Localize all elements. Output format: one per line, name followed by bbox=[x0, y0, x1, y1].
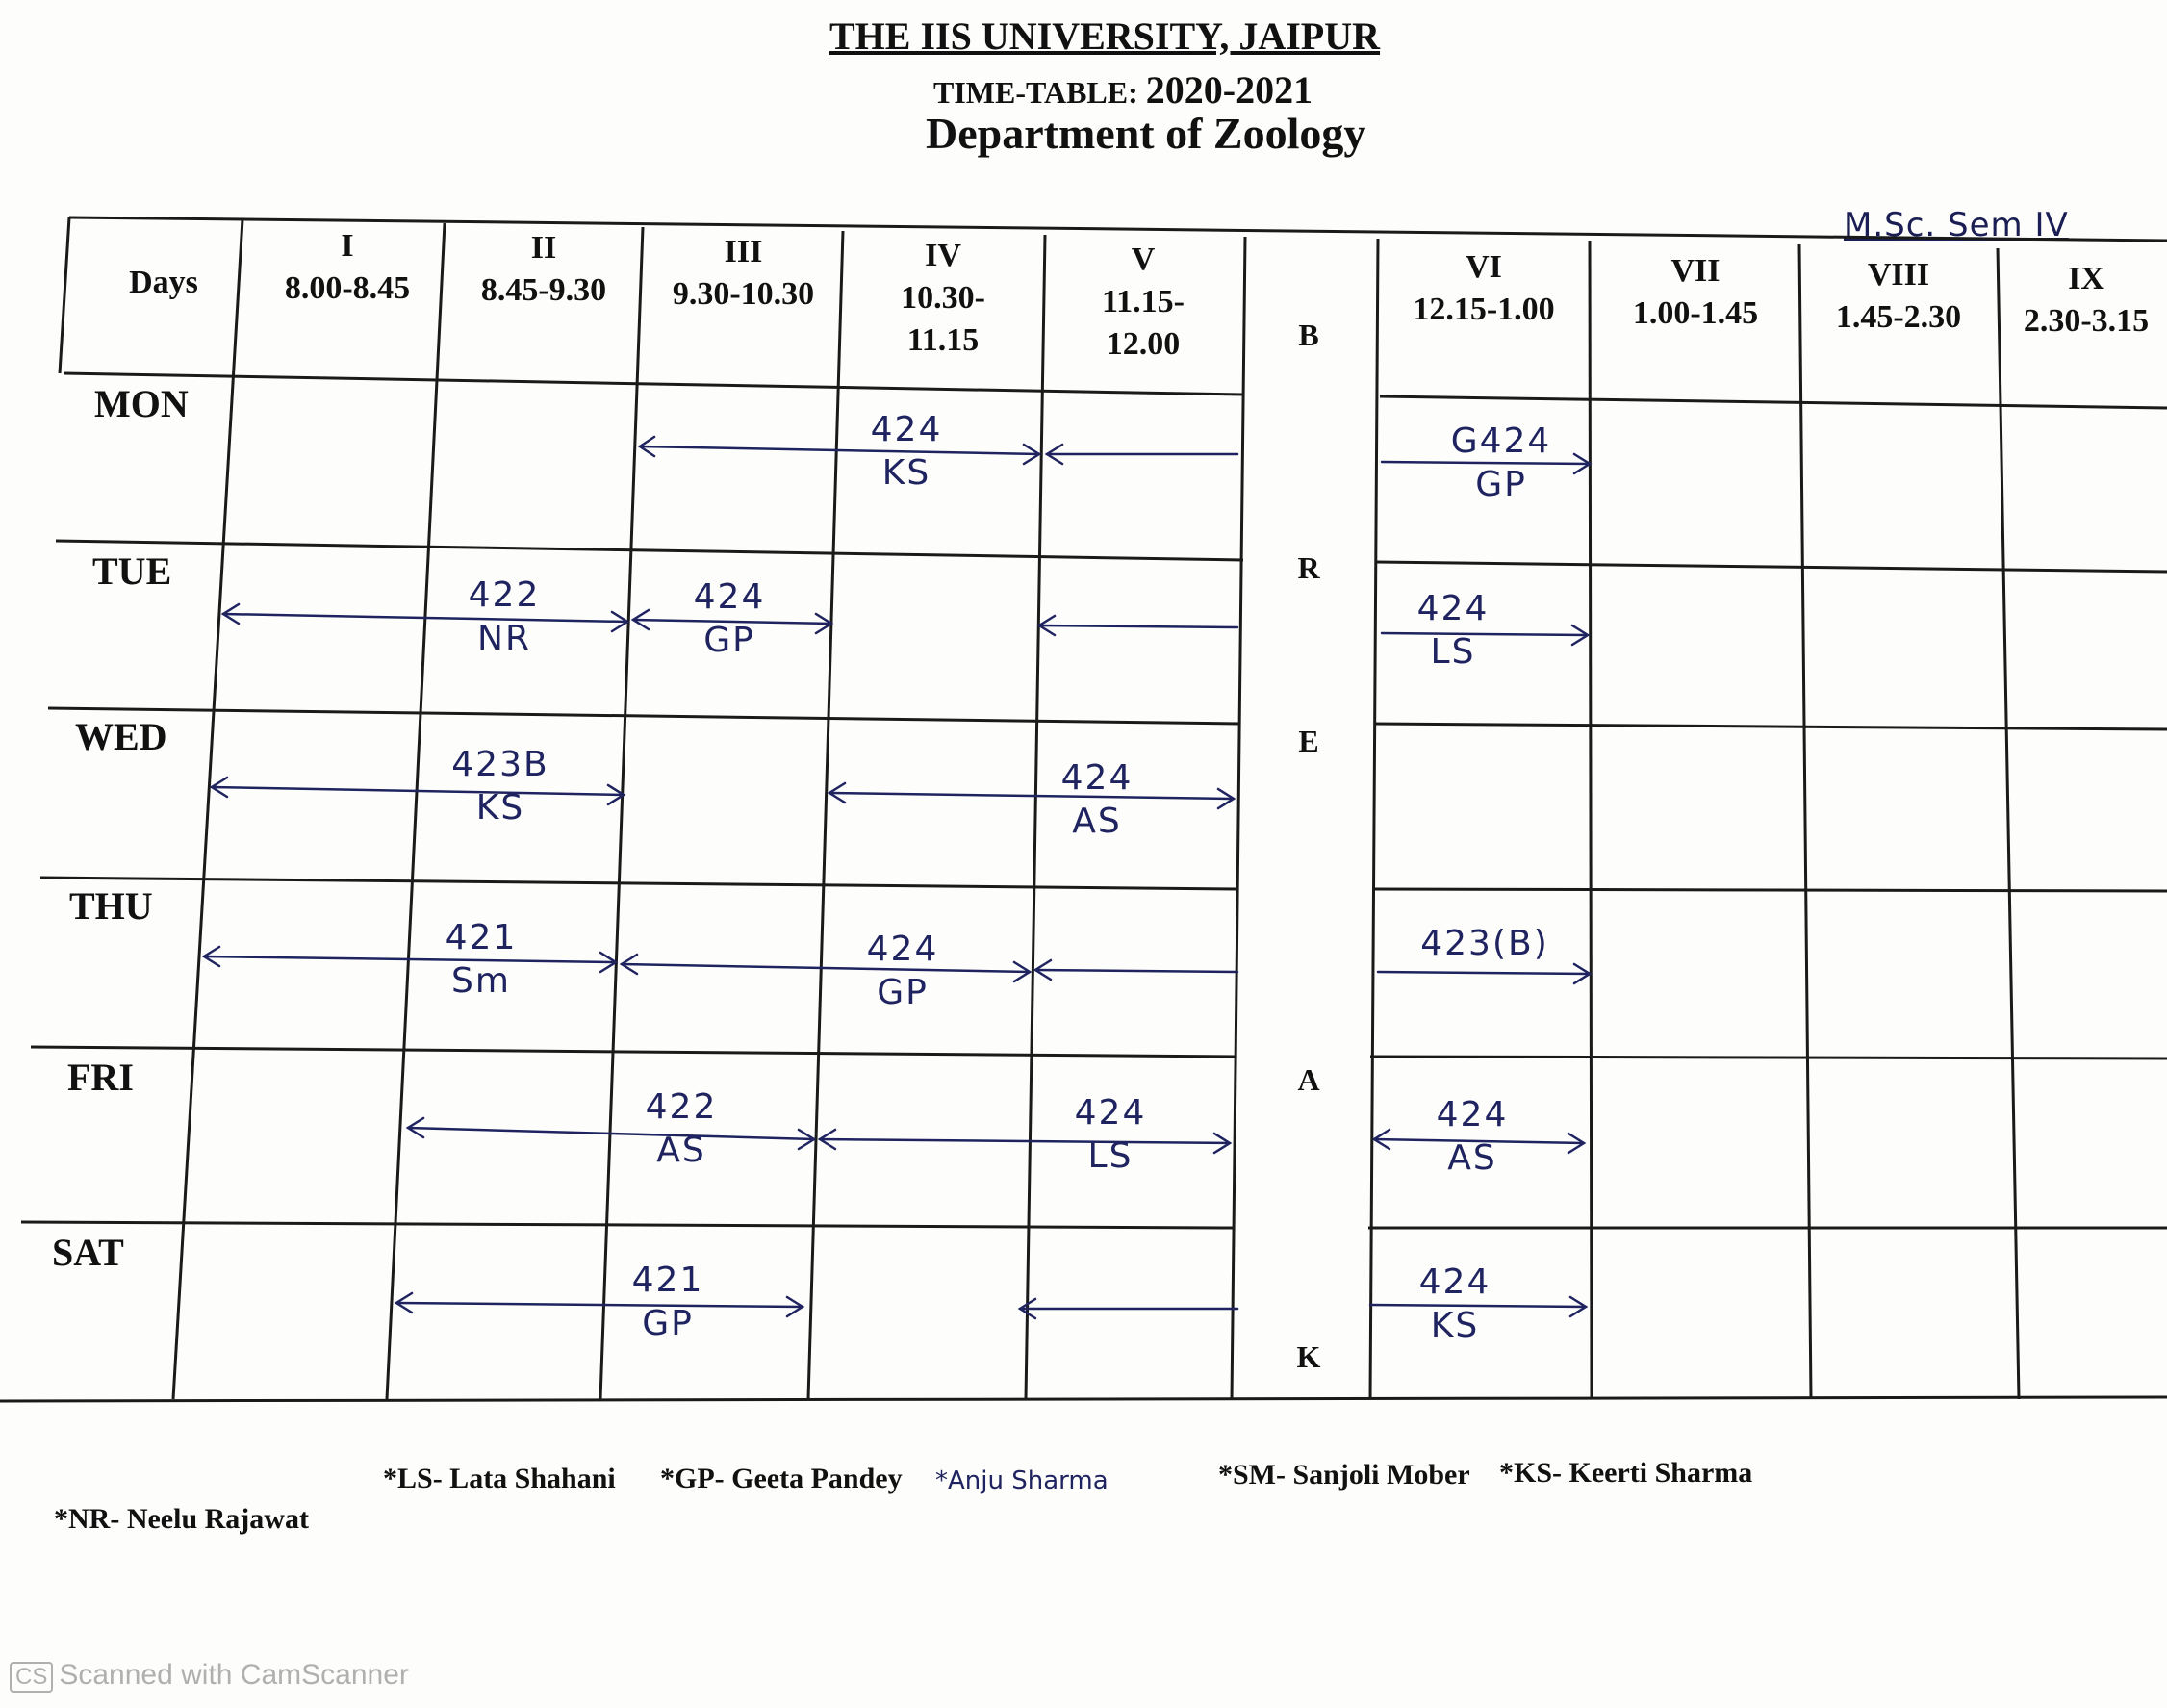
semester-note: M.Sc. Sem IV bbox=[1844, 206, 2069, 244]
period-number: VII bbox=[1670, 253, 1721, 289]
period-7-header bbox=[1593, 250, 1797, 335]
period-number: IV bbox=[925, 238, 961, 273]
department-name: Department of Zoology bbox=[926, 109, 1366, 158]
legend-gp: *GP- Geeta Pandey bbox=[660, 1463, 903, 1494]
watermark-text: Scanned with CamScanner bbox=[59, 1659, 409, 1691]
room-number: 421 bbox=[445, 918, 518, 957]
day-label-tue: TUE bbox=[92, 549, 172, 593]
days-header: Days bbox=[129, 265, 198, 300]
break-letter: K bbox=[1296, 1339, 1321, 1374]
period-5-header bbox=[1047, 239, 1239, 367]
room-number: 424 bbox=[693, 577, 766, 617]
legend-sm: *SM- Sanjoli Mober bbox=[1218, 1459, 1470, 1491]
timetable-label: TIME-TABLE: bbox=[933, 75, 1138, 110]
room-number: 424 bbox=[1436, 1095, 1509, 1134]
period-number: V bbox=[1131, 242, 1156, 277]
teacher-code: KS bbox=[475, 788, 525, 828]
entry-sat-a bbox=[572, 1259, 764, 1345]
period-number: IX bbox=[2068, 261, 2104, 296]
teacher-code: AS bbox=[656, 1131, 706, 1170]
camscanner-watermark bbox=[10, 1659, 409, 1693]
entry-sat-b bbox=[1359, 1261, 1551, 1347]
entry-thu-c bbox=[1393, 922, 1576, 965]
academic-year: 2020-2021 bbox=[1145, 68, 1313, 112]
day-label-fri: FRI bbox=[67, 1056, 134, 1099]
row-lines bbox=[0, 373, 2167, 1401]
room-number: 424 bbox=[866, 930, 939, 969]
room-number: 424 bbox=[1416, 589, 1490, 628]
period-6-header bbox=[1382, 246, 1586, 331]
entry-mon-b bbox=[1405, 420, 1597, 506]
arrow-thu-c bbox=[1378, 972, 1590, 974]
entry-tue-a bbox=[408, 574, 600, 660]
teacher-code: LS bbox=[1087, 1136, 1134, 1176]
teacher-code: Sm bbox=[451, 961, 511, 1001]
entry-wed-b bbox=[1001, 756, 1193, 843]
break-letter: A bbox=[1297, 1062, 1320, 1097]
period-9-header bbox=[2005, 258, 2167, 343]
teacher-code: NR bbox=[477, 619, 531, 658]
entry-fri-b bbox=[1014, 1091, 1207, 1178]
room-number: 423(B) bbox=[1420, 924, 1549, 963]
period-number: VI bbox=[1466, 249, 1502, 285]
period-time-end: 12.00 bbox=[1106, 326, 1181, 363]
arrow-tue-b2 bbox=[1039, 625, 1237, 627]
room-number: 423B bbox=[451, 745, 549, 784]
teacher-code: GP bbox=[877, 973, 929, 1012]
room-number: 424 bbox=[1074, 1093, 1147, 1133]
entry-fri-c bbox=[1376, 1093, 1568, 1180]
camscanner-logo-icon: CS bbox=[10, 1662, 53, 1693]
period-4-header bbox=[847, 235, 1039, 363]
teacher-code: KS bbox=[881, 453, 931, 493]
period-time: 2.30-3.15 bbox=[2023, 303, 2150, 340]
entry-tue-c bbox=[1357, 587, 1549, 674]
break-letter: B bbox=[1298, 318, 1319, 352]
legend-nr: *NR- Neelu Rajawat bbox=[54, 1503, 309, 1535]
day-label-thu: THU bbox=[69, 884, 153, 928]
entry-thu-b bbox=[806, 928, 999, 1014]
day-label-mon: MON bbox=[94, 382, 189, 425]
room-number: 422 bbox=[645, 1087, 718, 1127]
entry-thu-a bbox=[385, 916, 577, 1003]
legend-ls: *LS- Lata Shahani bbox=[383, 1463, 616, 1494]
period-time: 9.30-10.30 bbox=[672, 276, 815, 313]
period-3-header bbox=[645, 231, 842, 316]
room-number: 421 bbox=[631, 1261, 704, 1300]
teacher-code: GP bbox=[1475, 465, 1527, 504]
teacher-code: GP bbox=[703, 621, 755, 660]
period-1-header bbox=[256, 225, 439, 310]
period-time: 12.15-1.00 bbox=[1413, 292, 1555, 328]
teacher-code: GP bbox=[642, 1304, 694, 1343]
university-name: THE IIS UNIVERSITY, JAIPUR bbox=[829, 14, 1381, 58]
day-label-sat: SAT bbox=[52, 1231, 124, 1274]
table-bottom-border bbox=[0, 1397, 2167, 1401]
legend-ks: *KS- Keerti Sharma bbox=[1499, 1457, 1753, 1489]
break-letter: R bbox=[1297, 550, 1320, 585]
period-time-start: 11.15- bbox=[1102, 284, 1185, 320]
break-letter: E bbox=[1298, 724, 1319, 758]
period-8-header bbox=[1801, 254, 1996, 339]
day-label-wed: WED bbox=[75, 715, 167, 758]
entry-wed-a bbox=[404, 743, 597, 829]
room-number: 424 bbox=[1060, 758, 1134, 798]
period-2-header bbox=[452, 227, 635, 312]
room-number: G424 bbox=[1450, 421, 1552, 461]
period-number: I bbox=[341, 228, 354, 264]
period-time: 1.00-1.45 bbox=[1632, 295, 1759, 332]
room-number: 424 bbox=[1418, 1262, 1491, 1302]
entry-mon-a bbox=[810, 408, 1003, 495]
period-time: 8.45-9.30 bbox=[480, 272, 607, 309]
entry-tue-b bbox=[633, 575, 826, 662]
room-number: 422 bbox=[468, 575, 541, 615]
period-time: 1.45-2.30 bbox=[1835, 299, 1962, 336]
entry-fri-a bbox=[585, 1085, 778, 1172]
period-time-end: 11.15 bbox=[906, 322, 980, 359]
period-number: VIII bbox=[1867, 257, 1930, 293]
legend-as: *Anju Sharma bbox=[935, 1466, 1109, 1495]
teacher-code: AS bbox=[1072, 802, 1122, 841]
period-time-start: 10.30- bbox=[901, 280, 985, 317]
period-time: 8.00-8.45 bbox=[284, 270, 411, 307]
arrow-thu-b2 bbox=[1035, 970, 1237, 972]
teacher-code: AS bbox=[1447, 1138, 1497, 1178]
teacher-code: KS bbox=[1430, 1306, 1480, 1345]
room-number: 424 bbox=[870, 410, 943, 449]
teacher-code: LS bbox=[1430, 632, 1476, 672]
period-number: II bbox=[530, 230, 557, 266]
period-number: III bbox=[724, 234, 763, 269]
